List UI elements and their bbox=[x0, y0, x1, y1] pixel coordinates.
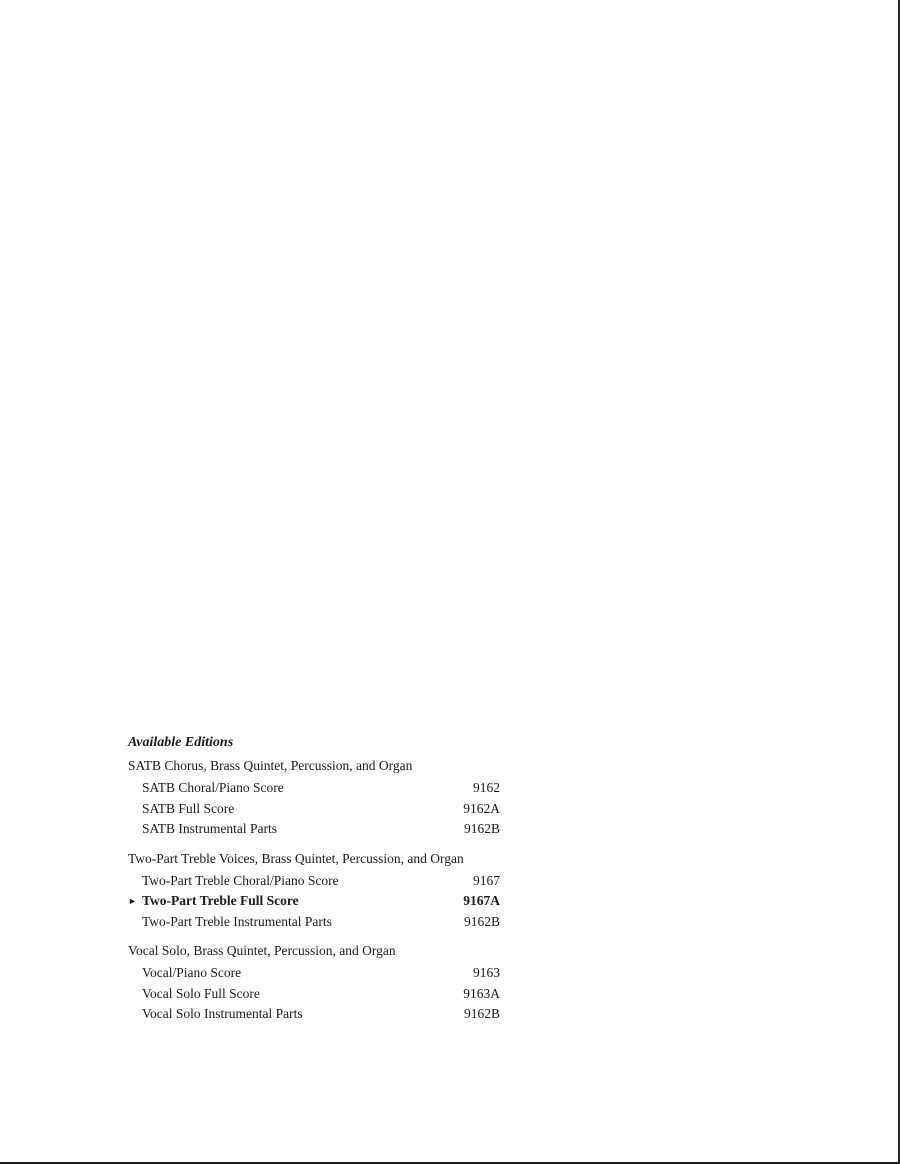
edition-label: Two-Part Treble Instrumental Parts bbox=[142, 913, 332, 929]
edition-group-title: Two-Part Treble Voices, Brass Quintet, Percussion, and Organ bbox=[128, 850, 464, 866]
edition-group-two-part-treble bbox=[128, 849, 500, 933]
edition-label: Vocal/Piano Score bbox=[142, 965, 242, 980]
edition-label: Vocal Solo Full Score bbox=[142, 985, 260, 1001]
edition-code: 9163A bbox=[463, 985, 500, 1001]
edition-item bbox=[128, 1004, 500, 1025]
edition-item bbox=[128, 912, 500, 933]
edition-item bbox=[128, 778, 500, 799]
edition-group-title: SATB Chorus, Brass Quintet, Percussion, and Organ bbox=[128, 758, 413, 773]
edition-code: 9162A bbox=[463, 800, 500, 816]
edition-code: 9163 bbox=[473, 965, 500, 980]
edition-item bbox=[128, 819, 500, 840]
edition-code: 9162B bbox=[463, 821, 500, 836]
editions-heading: Available Editions bbox=[128, 735, 234, 750]
edition-item bbox=[128, 963, 500, 984]
edition-label: SATB Choral/Piano Score bbox=[142, 780, 284, 795]
edition-group-title: Vocal Solo, Brass Quintet, Percussion, and Organ bbox=[128, 943, 396, 958]
edition-label: Two-Part Treble Choral/Piano Score bbox=[142, 872, 339, 888]
edition-label: SATB Full Score bbox=[142, 800, 235, 816]
available-editions-list bbox=[128, 733, 500, 1034]
edition-item-current bbox=[128, 891, 500, 912]
edition-item bbox=[128, 871, 500, 892]
edition-group-satb bbox=[128, 756, 500, 840]
edition-code: 9162B bbox=[463, 913, 500, 929]
edition-code: 9167 bbox=[473, 872, 500, 888]
edition-group-vocal-solo bbox=[128, 941, 500, 1025]
edition-item bbox=[128, 984, 500, 1005]
edition-code: 9167A bbox=[463, 893, 500, 908]
edition-label: Two-Part Treble Full Score bbox=[142, 893, 299, 908]
edition-label: Vocal Solo Instrumental Parts bbox=[142, 1006, 303, 1021]
edition-item bbox=[128, 799, 500, 820]
edition-label: SATB Instrumental Parts bbox=[142, 821, 277, 836]
edition-code: 9162B bbox=[463, 1006, 500, 1021]
current-edition-arrow-icon: ► bbox=[128, 896, 137, 906]
edition-code: 9162 bbox=[473, 780, 500, 795]
